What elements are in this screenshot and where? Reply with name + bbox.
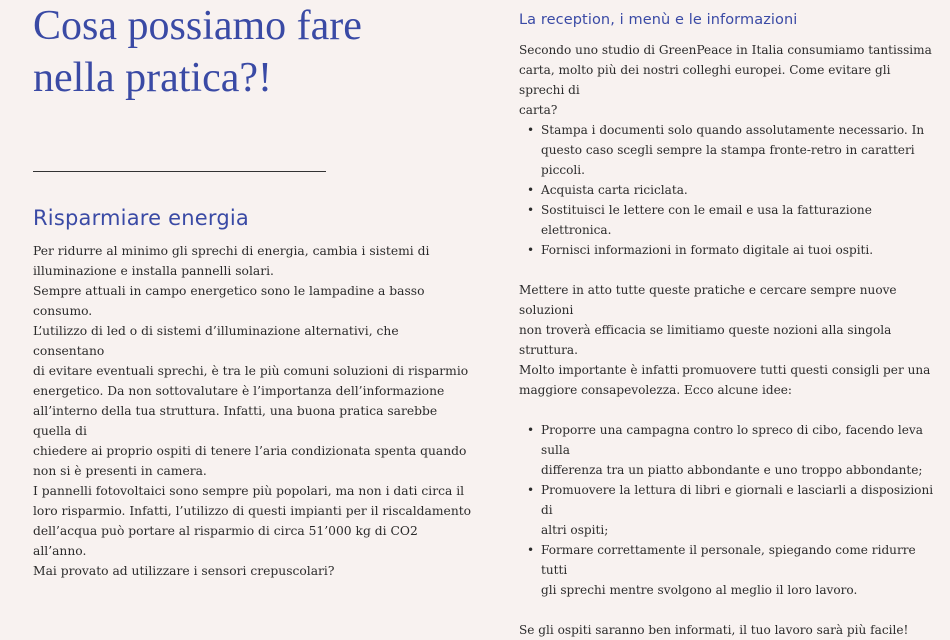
paper-tips-list — [519, 120, 939, 260]
paragraph-line: illuminazione e installa pannelli solari. — [33, 264, 274, 278]
list-item-line: • Proporre una campagna contro lo spreco di cibo, facendo leva sulla — [541, 423, 923, 457]
list-item-line: • Promuovere la lettura di libri e giornali e lasciarli a disposizioni di — [541, 483, 934, 517]
ideas-list — [519, 420, 939, 600]
middle-line: non troverà efficacia se limitiamo queste nozioni alla singola struttura. — [519, 323, 892, 357]
paragraph-line: chiedere ai proprio ospiti di tenere l’aria condizionata spenta quando — [33, 444, 467, 458]
spacer — [519, 600, 939, 620]
section-heading-reception: La reception, i menù e le informazioni — [519, 12, 798, 28]
list-item-line: • Stampa i documenti solo quando assolutamente necessario. In — [541, 123, 925, 137]
list-item-line: questo caso scegli sempre la stampa fronte-retro in caratteri — [541, 143, 915, 157]
spacer — [519, 260, 939, 280]
energy-paragraph — [33, 241, 473, 581]
paragraph-line: L’utilizzo di led o di sistemi d’illuminazione alternativi, che consentano — [33, 324, 399, 358]
paragraph-line: energetico. Da non sottovalutare è l’importanza dell’informazione — [33, 384, 445, 398]
middle-line: Molto importante è infatti promuovere tutti questi consigli per una — [519, 363, 931, 377]
list-item — [519, 480, 939, 540]
reception-content — [519, 40, 939, 640]
middle-line: Mettere in atto tutte queste pratiche e cercare sempre nuove soluzioni — [519, 283, 897, 317]
paragraph-line: all’interno della tua struttura. Infatti, una buona pratica sarebbe quella di — [33, 404, 438, 438]
page-title: Cosa possiamo fare nella pratica?! — [33, 3, 362, 101]
list-item — [519, 540, 939, 600]
title-divider — [33, 171, 326, 172]
paragraph-line: di evitare eventuali sprechi, è tra le più comuni soluzioni di risparmio — [33, 364, 469, 378]
list-item-line: • Sostituisci le lettere con le email e usa la fatturazione elettronica. — [541, 203, 872, 237]
list-item-line: • Fornisci informazioni in formato digitale ai tuoi ospiti. — [541, 243, 874, 257]
list-item — [519, 240, 939, 260]
spacer — [519, 400, 939, 420]
section-heading-energy: Risparmiare energia — [33, 206, 250, 230]
paragraph-line: Mai provato ad utilizzare i sensori crepuscolari? — [33, 564, 335, 578]
paragraph-line: non si è presenti in camera. — [33, 464, 207, 478]
list-item-line: • Acquista carta riciclata. — [541, 183, 688, 197]
intro-line: Secondo uno studio di GreenPeace in Italia consumiamo tantissima — [519, 43, 932, 57]
paragraph-line: I pannelli fotovoltaici sono sempre più popolari, ma non i dati circa il — [33, 484, 465, 498]
list-item — [519, 200, 939, 240]
list-item-line: differenza tra un piatto abbondante e uno troppo abbondante; — [541, 463, 923, 477]
intro-line: carta? — [519, 103, 558, 117]
closing-line: Se gli ospiti saranno ben informati, il tuo lavoro sarà più facile! — [519, 623, 909, 637]
list-item — [519, 120, 939, 180]
list-item — [519, 180, 939, 200]
list-item — [519, 420, 939, 480]
list-item-line: gli sprechi mentre svolgono al meglio il loro lavoro. — [541, 583, 858, 597]
list-item-line: piccoli. — [541, 163, 586, 177]
paragraph-line: Per ridurre al minimo gli sprechi di energia, cambia i sistemi di — [33, 244, 430, 258]
intro-line: carta, molto più dei nostri colleghi europei. Come evitare gli sprechi di — [519, 63, 891, 97]
list-item-line: • Formare correttamente il personale, spiegando come ridurre tutti — [541, 543, 916, 577]
list-item-line: altri ospiti; — [541, 523, 609, 537]
paragraph-line: loro risparmio. Infatti, l’utilizzo di questi impianti per il riscaldamento — [33, 504, 472, 518]
paragraph-line: dell’acqua può portare al risparmio di circa 51’000 kg di CO2 all’anno. — [33, 524, 418, 558]
middle-line: maggiore consapevolezza. Ecco alcune idee: — [519, 383, 792, 397]
paragraph-line: Sempre attuali in campo energetico sono le lampadine a basso consumo. — [33, 284, 425, 318]
